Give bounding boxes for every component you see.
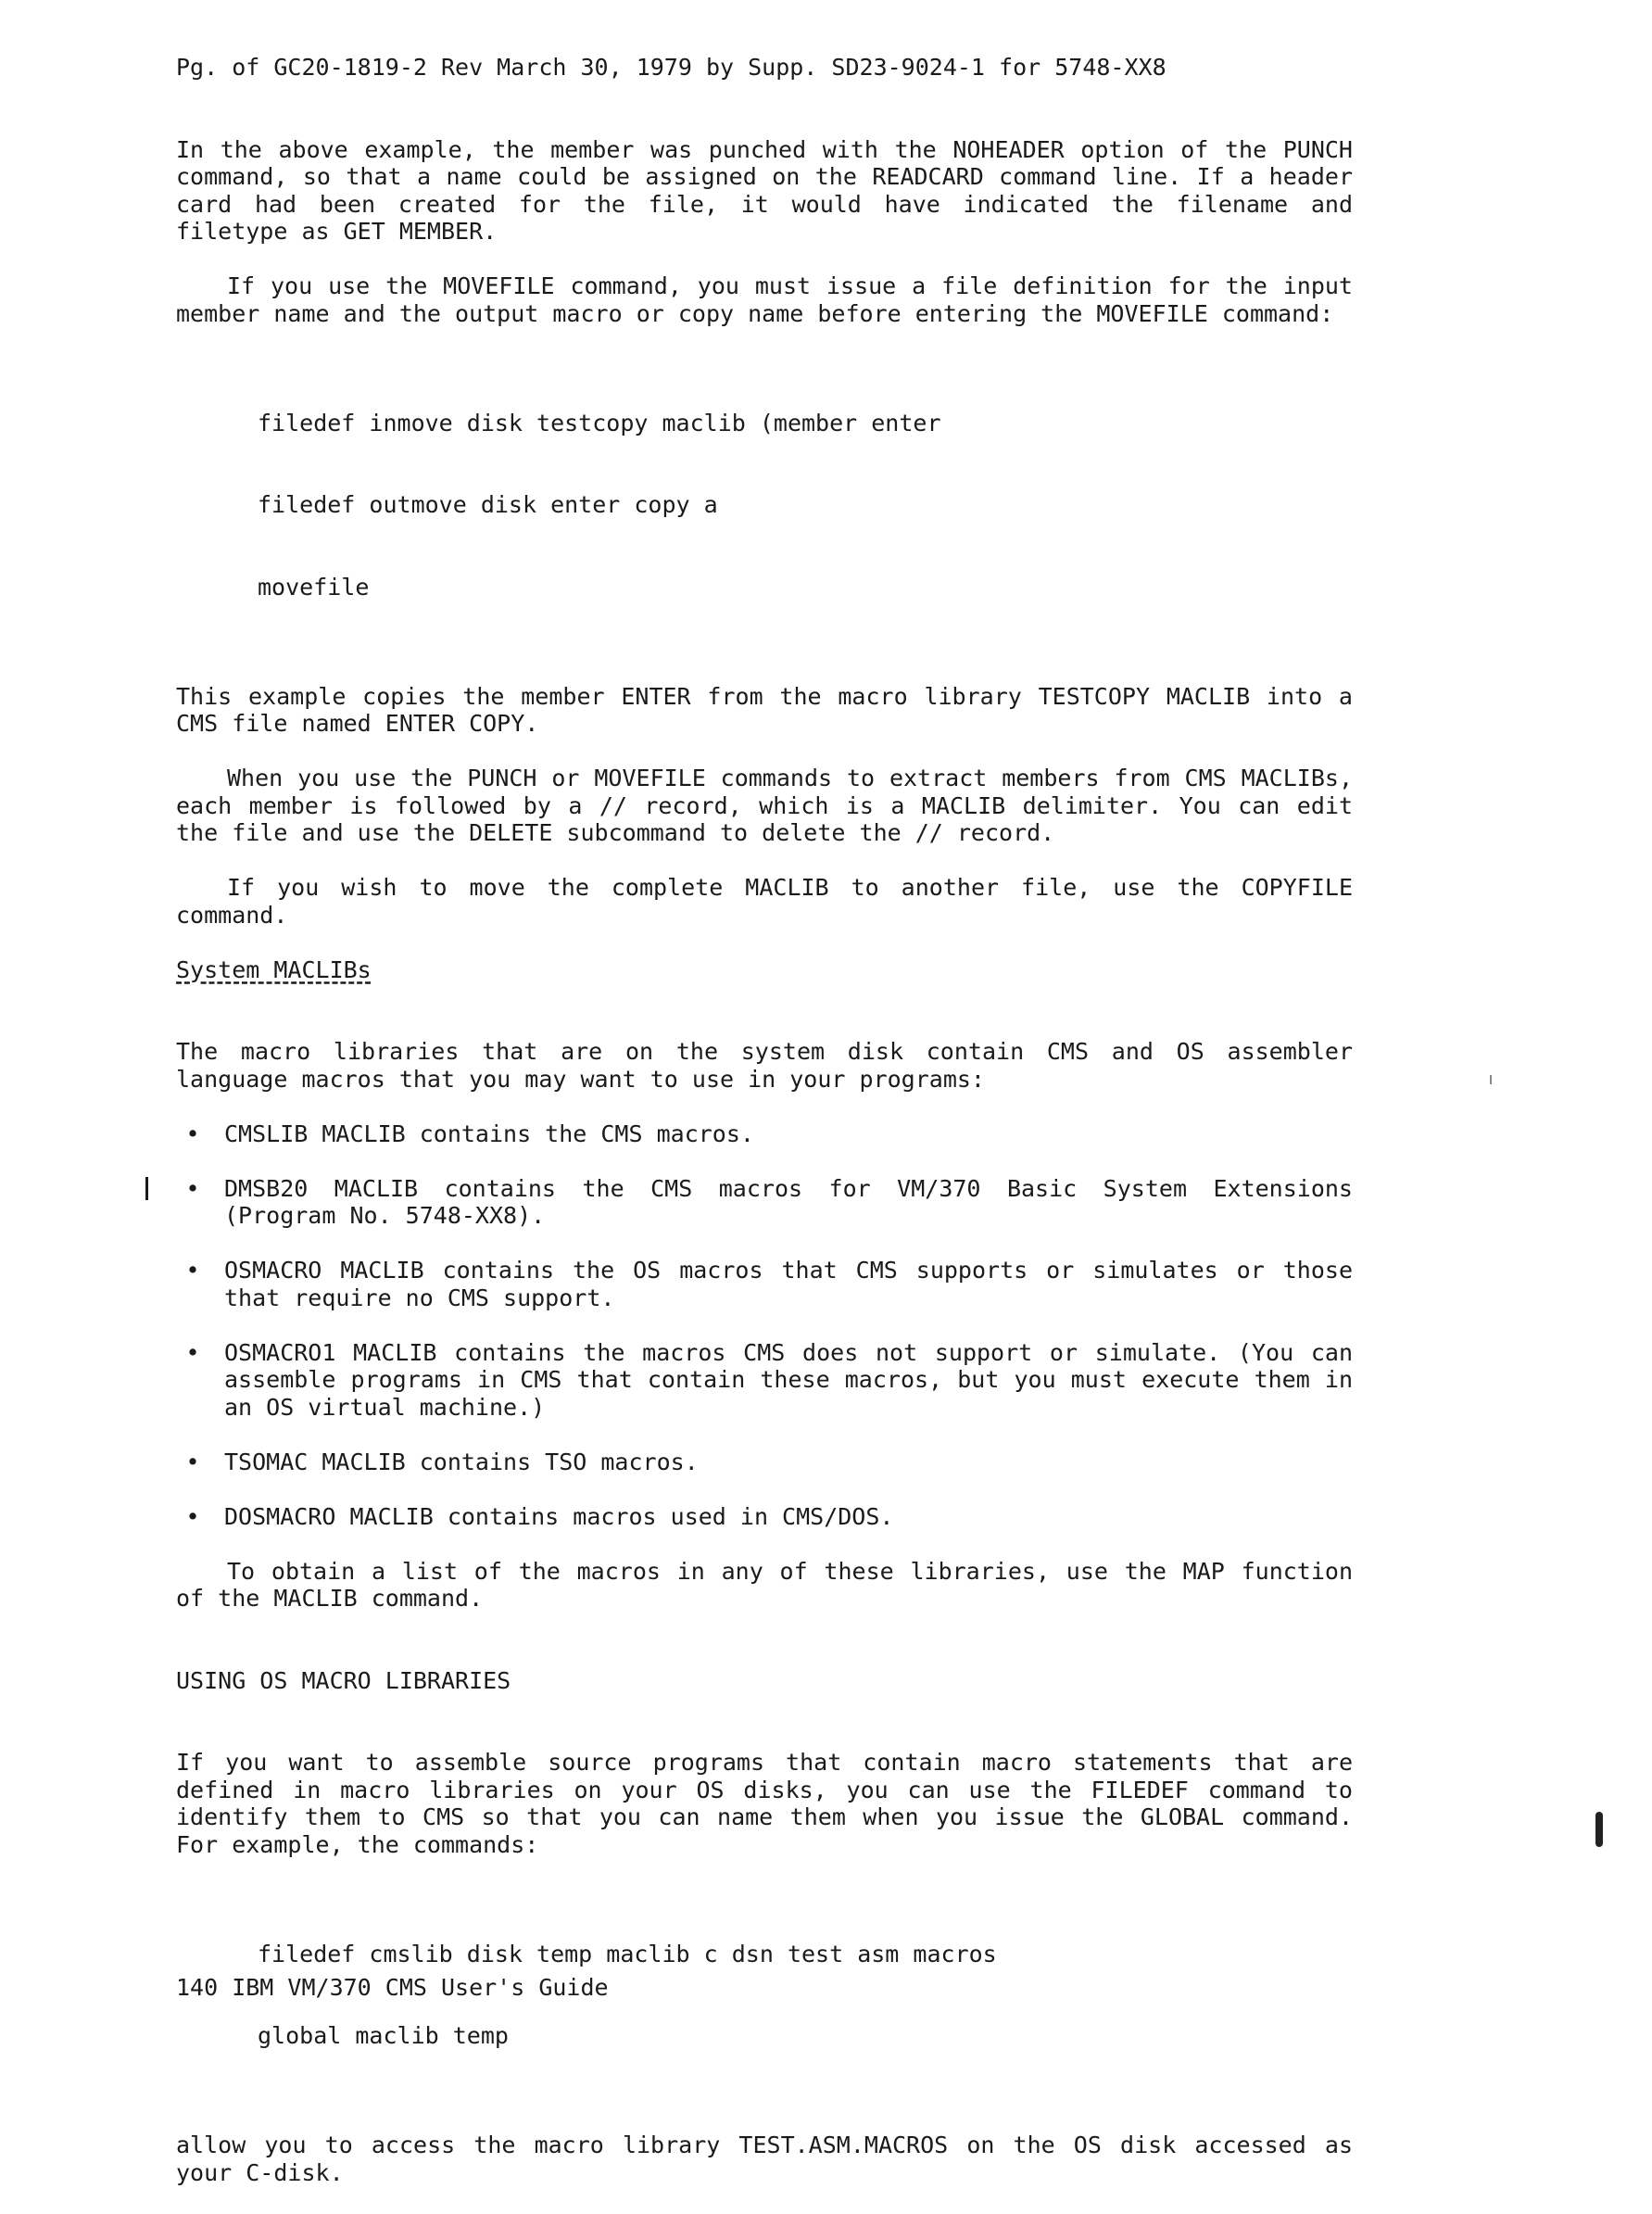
bullet-icon: • bbox=[185, 1174, 200, 1202]
paragraph-noheader-example: In the above example, the member was punched with the NOHEADER option of the PUNCH command, so that a name could be assigned on the READCARD command line. If a header card had been created for the file, it would have indicated the filename and filetype as GET MEMBER. bbox=[176, 135, 1353, 245]
code-line: filedef inmove disk testcopy maclib (member enter bbox=[258, 409, 941, 436]
list-item: • TSOMAC MACLIB contains TSO macros. bbox=[176, 1449, 1353, 1476]
paragraph-os-disk-access: allow you to access the macro library TEST.ASM.MACROS on the OS disk accessed as your C-disk. bbox=[176, 2132, 1353, 2186]
code-block-movefile bbox=[258, 355, 1353, 656]
bullet-icon: • bbox=[185, 1257, 200, 1284]
document-page bbox=[176, 54, 1353, 2214]
list-item: • DOSMACRO MACLIB contains macros used in CMS/DOS. bbox=[176, 1503, 1353, 1531]
page-footer: 140 IBM VM/370 CMS User's Guide bbox=[176, 1974, 609, 2001]
section-heading-os-macro-libraries: USING OS MACRO LIBRARIES bbox=[176, 1666, 511, 1694]
revision-bar bbox=[145, 1177, 148, 1200]
code-line: global maclib temp bbox=[258, 2022, 509, 2049]
paragraph-copyfile: If you wish to move the complete MACLIB to another file, use the COPYFILE command. bbox=[176, 874, 1353, 929]
code-line: movefile bbox=[258, 573, 370, 601]
list-item: • OSMACRO MACLIB contains the OS macros that CMS supports or simulates or those that require no CMS support. bbox=[176, 1257, 1353, 1311]
paragraph-system-maclibs-intro: The macro libraries that are on the system disk contain CMS and OS assembler language macros that you may want to use in your programs: bbox=[176, 1038, 1353, 1093]
maclib-list bbox=[176, 1120, 1353, 1531]
subheading-system-maclibs: System MACLIBs bbox=[176, 955, 372, 983]
paragraph-maclib-delimiter: When you use the PUNCH or MOVEFILE commands to extract members from CMS MACLIBs, each member is followed by a // record, which is a MACLIB delimiter. You can edit the file and use the DELETE subcommand to delete the // record. bbox=[176, 765, 1353, 846]
bullet-icon: • bbox=[185, 1502, 200, 1530]
bullet-icon: • bbox=[185, 1448, 200, 1475]
paragraph-os-macro-intro: If you want to assemble source programs that contain macro statements that are defined in macro libraries on your OS disks, you can use the FILEDEF command to identify them to CMS so that you can name them when you issue the GLOBAL command. For example, the commands: bbox=[176, 1749, 1353, 1858]
list-item: • DMSB20 MACLIB contains the CMS macros for VM/370 Basic System Extensions (Program No. 5748-XX8). bbox=[176, 1175, 1353, 1230]
bullet-icon: • bbox=[185, 1338, 200, 1366]
code-line: filedef outmove disk enter copy a bbox=[258, 491, 718, 518]
page-header: Pg. of GC20-1819-2 Rev March 30, 1979 by Supp. SD23-9024-1 for 5748-XX8 bbox=[176, 54, 1166, 81]
paragraph-map-function: To obtain a list of the macros in any of these libraries, use the MAP function of the MACLIB command. bbox=[176, 1557, 1353, 1612]
scan-mark bbox=[1490, 1075, 1492, 1084]
scan-mark bbox=[1595, 1812, 1603, 1847]
paragraph-movefile-intro: If you use the MOVEFILE command, you must issue a file definition for the input member name and the output macro or copy name before entering the MOVEFILE command: bbox=[176, 272, 1353, 327]
bullet-icon: • bbox=[185, 1120, 200, 1147]
list-item: • CMSLIB MACLIB contains the CMS macros. bbox=[176, 1120, 1353, 1148]
paragraph-movefile-result: This example copies the member ENTER from the macro library TESTCOPY MACLIB into a CMS file named ENTER COPY. bbox=[176, 682, 1353, 737]
code-line: filedef cmslib disk temp maclib c dsn test asm macros bbox=[258, 1940, 997, 1967]
list-item: • OSMACRO1 MACLIB contains the macros CMS does not support or simulate. (You can assemble programs in CMS that contain these macros, but you must execute them in an OS virtual machine.) bbox=[176, 1339, 1353, 1422]
